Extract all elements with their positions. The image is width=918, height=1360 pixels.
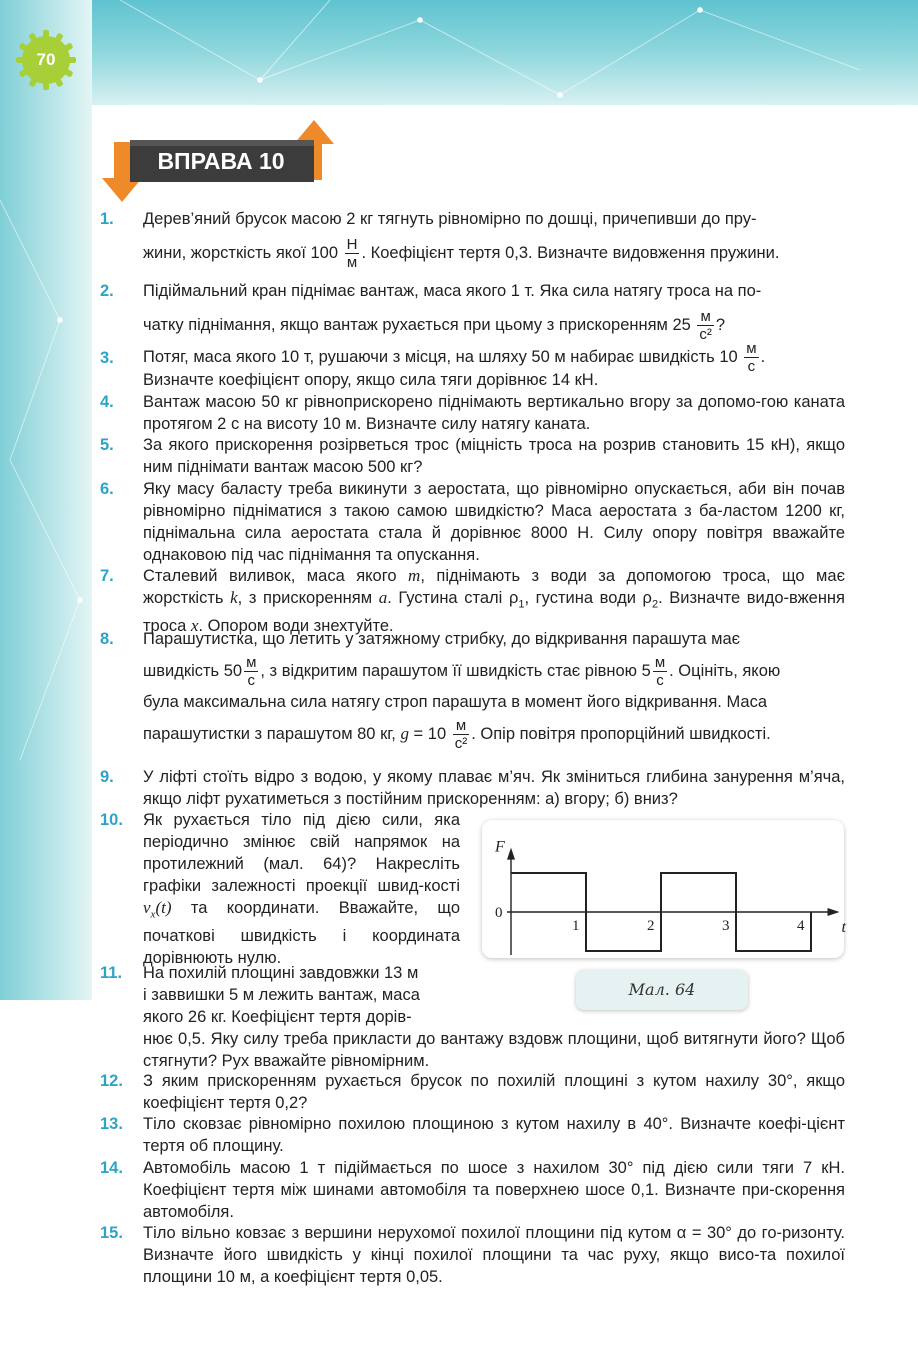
page-number-badge	[14, 28, 78, 92]
text-span: ?	[715, 315, 726, 334]
text-span: . Опором води знехтуйте.	[198, 617, 394, 636]
problem-number: 11.	[100, 964, 123, 982]
chart-labels	[494, 839, 847, 936]
math-var: (t)	[155, 898, 172, 917]
problem-5-text: За якого прискорення розірветься трос (міцність троса на розрив становить 15 кН), якщо ним піднімати вантаж масою 500 кг?	[143, 436, 845, 476]
problem-7-text	[143, 565, 845, 637]
origin-label: 0	[495, 905, 503, 921]
problem-2-text	[143, 280, 845, 343]
text-line: була максимальна сила натягу строп парашута в момент його відкривання. Маса	[143, 693, 768, 711]
problem-11-text-narrow	[143, 962, 460, 1028]
text-span: швидкість 50	[143, 661, 243, 680]
x-tick-label: 2	[647, 918, 655, 934]
text-span: Сталевий виливок, маса якого	[143, 567, 409, 585]
y-axis-label: F	[495, 838, 505, 856]
denominator: с²	[699, 326, 712, 343]
denominator: с	[656, 672, 664, 689]
problem-15-text: Тіло вільно ковзає з вершини нерухомої похилої площини під кутом α = 30° до го-ризонту. Визначте його швидкість у кінці похилої площини та час руху, якщо висо-та похилої площини 10 м, а коефіцієнт тертя 0,05.	[143, 1224, 845, 1286]
text-span: Як рухається тіло під дією сили, яка періодично змінює свій напрямок на протилежний (мал. 64)? Накресліть графіки залежності проекції швид-кості	[143, 811, 460, 895]
x-tick-label: 3	[722, 918, 730, 934]
text-span: . Визначте видо-вження троса	[143, 589, 845, 636]
problem-8-text	[143, 628, 845, 752]
problem-3-text	[143, 340, 845, 391]
problem-number: 12.	[100, 1072, 123, 1090]
problem-6-text: Яку масу баласту треба викинути з аеростата, що рівномірно опускається, аби він почав рівномірно підніматися з такою самою швидкістю? Маса аеростата з ба-ластом 1200 кг, піднімальна сила аеростата стала й дорівнює 8000 Н. Силу опору повітря вважайте однаковою під час піднімання та опускання.	[143, 480, 845, 564]
math-var: m	[408, 566, 421, 585]
problem-number: 6.	[100, 480, 114, 498]
page-number: 70	[36, 50, 56, 69]
text-span: , піднімають з води за допомогою троса, що має жорсткість	[143, 567, 845, 607]
problem-10-text	[143, 809, 460, 969]
subscript: 1	[518, 598, 525, 611]
problem-number: 8.	[100, 630, 114, 648]
denominator: с	[247, 672, 255, 689]
text-line	[143, 654, 845, 689]
text-span: жини, жорсткість якої 100	[143, 243, 343, 262]
problem-4-text: Вантаж масою 50 кг рівноприскорено піднімають вертикально вгору за допомо-гою каната протягом 2 с на висоту 10 м. Визначте силу натягу каната.	[143, 393, 845, 433]
problem-number: 7.	[100, 567, 114, 585]
x-tick-label: 1	[572, 918, 580, 934]
math-var: v	[143, 898, 151, 917]
text-line	[143, 308, 845, 343]
text-span: , з прискоренням	[237, 589, 379, 607]
text-line: Визначте коефіцієнт опору, якщо сила тяги дорівнює 14 кН.	[143, 371, 599, 389]
fraction	[744, 340, 758, 375]
text-span: , з відкритим парашутом її швидкість стає рівною 5	[260, 661, 651, 680]
text-span: , густина води ρ	[524, 589, 652, 607]
math-var: k	[230, 588, 238, 607]
problem-12-text: З яким прискоренням рухається брусок по похилій площині з кутом нахилу 30°, якщо коефіцієнт тертя 0,2?	[143, 1072, 845, 1112]
problem-number: 13.	[100, 1115, 123, 1133]
x-tick-label: 4	[797, 918, 805, 934]
problem-13-text: Тіло сковзає рівномірно похилою площиною з кутом нахилу в 40°. Визначте коефі-цієнт тертя об площину.	[143, 1115, 845, 1155]
text-span: . Оцініть, якою	[669, 661, 781, 680]
numerator: м	[746, 340, 757, 357]
problem-number: 2.	[100, 282, 114, 300]
text-line: Підіймальний кран піднімає вантаж, маса якого 1 т. Яка сила натягу троса на по-	[143, 282, 762, 300]
figure-64	[482, 820, 844, 958]
denominator: с²	[454, 735, 468, 752]
y-axis-arrow-icon	[507, 848, 515, 860]
numerator: м	[453, 717, 470, 735]
text-span: = 10	[408, 724, 451, 743]
text-span: .	[760, 347, 766, 366]
section-title: ВПРАВА 10	[157, 148, 285, 174]
subscript: x	[150, 908, 156, 921]
numerator: м	[697, 308, 714, 326]
problem-number: 14.	[100, 1159, 123, 1177]
numerator: м	[246, 654, 257, 671]
problem-1-text	[143, 208, 845, 271]
fraction	[653, 654, 667, 689]
text-span: . Коефіцієнт тертя 0,3. Визначте видовження пружини.	[361, 243, 780, 262]
text-span: парашутистки з парашутом 80 кг,	[143, 724, 401, 743]
text-span: та координати. Вважайте, що початкові швидкість і координата дорівнюють нулю.	[143, 899, 460, 968]
problem-number: 15.	[100, 1224, 123, 1242]
text-line: Дерев’яний брусок масою 2 кг тягнуть рівномірно по дошці, причепивши до пру-	[143, 210, 757, 228]
text-line: На похилій площині завдовжки 13 м	[143, 964, 419, 982]
text-span: чатку піднімання, якщо вантаж рухається при цьому з прискоренням 25	[143, 315, 696, 334]
math-var: g	[400, 723, 409, 743]
x-axis-label: t	[841, 919, 846, 936]
problem-number: 5.	[100, 436, 114, 454]
text-line: якого 26 кг. Коефіцієнт тертя дорів-	[143, 1008, 412, 1026]
denominator: м	[346, 254, 358, 271]
numerator: м	[654, 654, 666, 671]
fraction	[345, 236, 360, 271]
fraction	[244, 654, 258, 689]
problem-number: 4.	[100, 393, 114, 411]
text-span: Потяг, маса якого 10 т, рушаючи з місця, на шляху 50 м набирає швидкість 10	[143, 347, 743, 366]
text-line	[143, 236, 845, 271]
x-axis-arrow-icon	[828, 908, 840, 916]
chart-axes	[507, 848, 840, 955]
text-span: . Опір повітря пропорційний швидкості.	[471, 724, 771, 743]
fraction	[697, 308, 714, 343]
text-line: і заввишки 5 м лежить вантаж, маса	[143, 986, 420, 1004]
problem-number: 1.	[100, 210, 114, 228]
problem-number: 10.	[100, 811, 123, 829]
problem-number: 9.	[100, 768, 114, 786]
text-line: Парашутистка, що летить у затяжному стрибку, до відкривання парашута має	[143, 630, 741, 648]
force-time-chart	[482, 820, 844, 958]
problem-number: 3.	[100, 349, 114, 367]
denominator: с	[747, 358, 756, 375]
text-span: . Густина сталі ρ	[387, 589, 519, 607]
math-var: a	[378, 588, 388, 607]
problem-14-text: Автомобіль масою 1 т підіймається по шосе з нахилом 30° під дією сили тяги 7 кН. Коефіцієнт тертя між шинами автомобіля та поверхнею шосе 0,1. Визначте при-скорення автомобіля.	[143, 1159, 845, 1221]
figure-caption: Мал. 64	[576, 970, 748, 1010]
text-line	[143, 717, 845, 752]
subscript: 2	[651, 598, 659, 611]
math-var: x	[190, 616, 199, 636]
problem-9-text: У ліфті стоїть відро з водою, у якому плаває м’яч. Як зміниться глибина занурення м’яча, якщо ліфт рухатиметься з постійним прискоренням: а) вгору; б) вниз?	[143, 768, 845, 808]
problem-11-text-rest: нює 0,5. Яку силу треба прикласти до вантажу вздовж площини, щоб витягнути його? Щоб стягнути? Рух вважайте рівномірним.	[143, 1030, 845, 1070]
fraction	[453, 717, 470, 752]
numerator: Н	[346, 236, 358, 253]
